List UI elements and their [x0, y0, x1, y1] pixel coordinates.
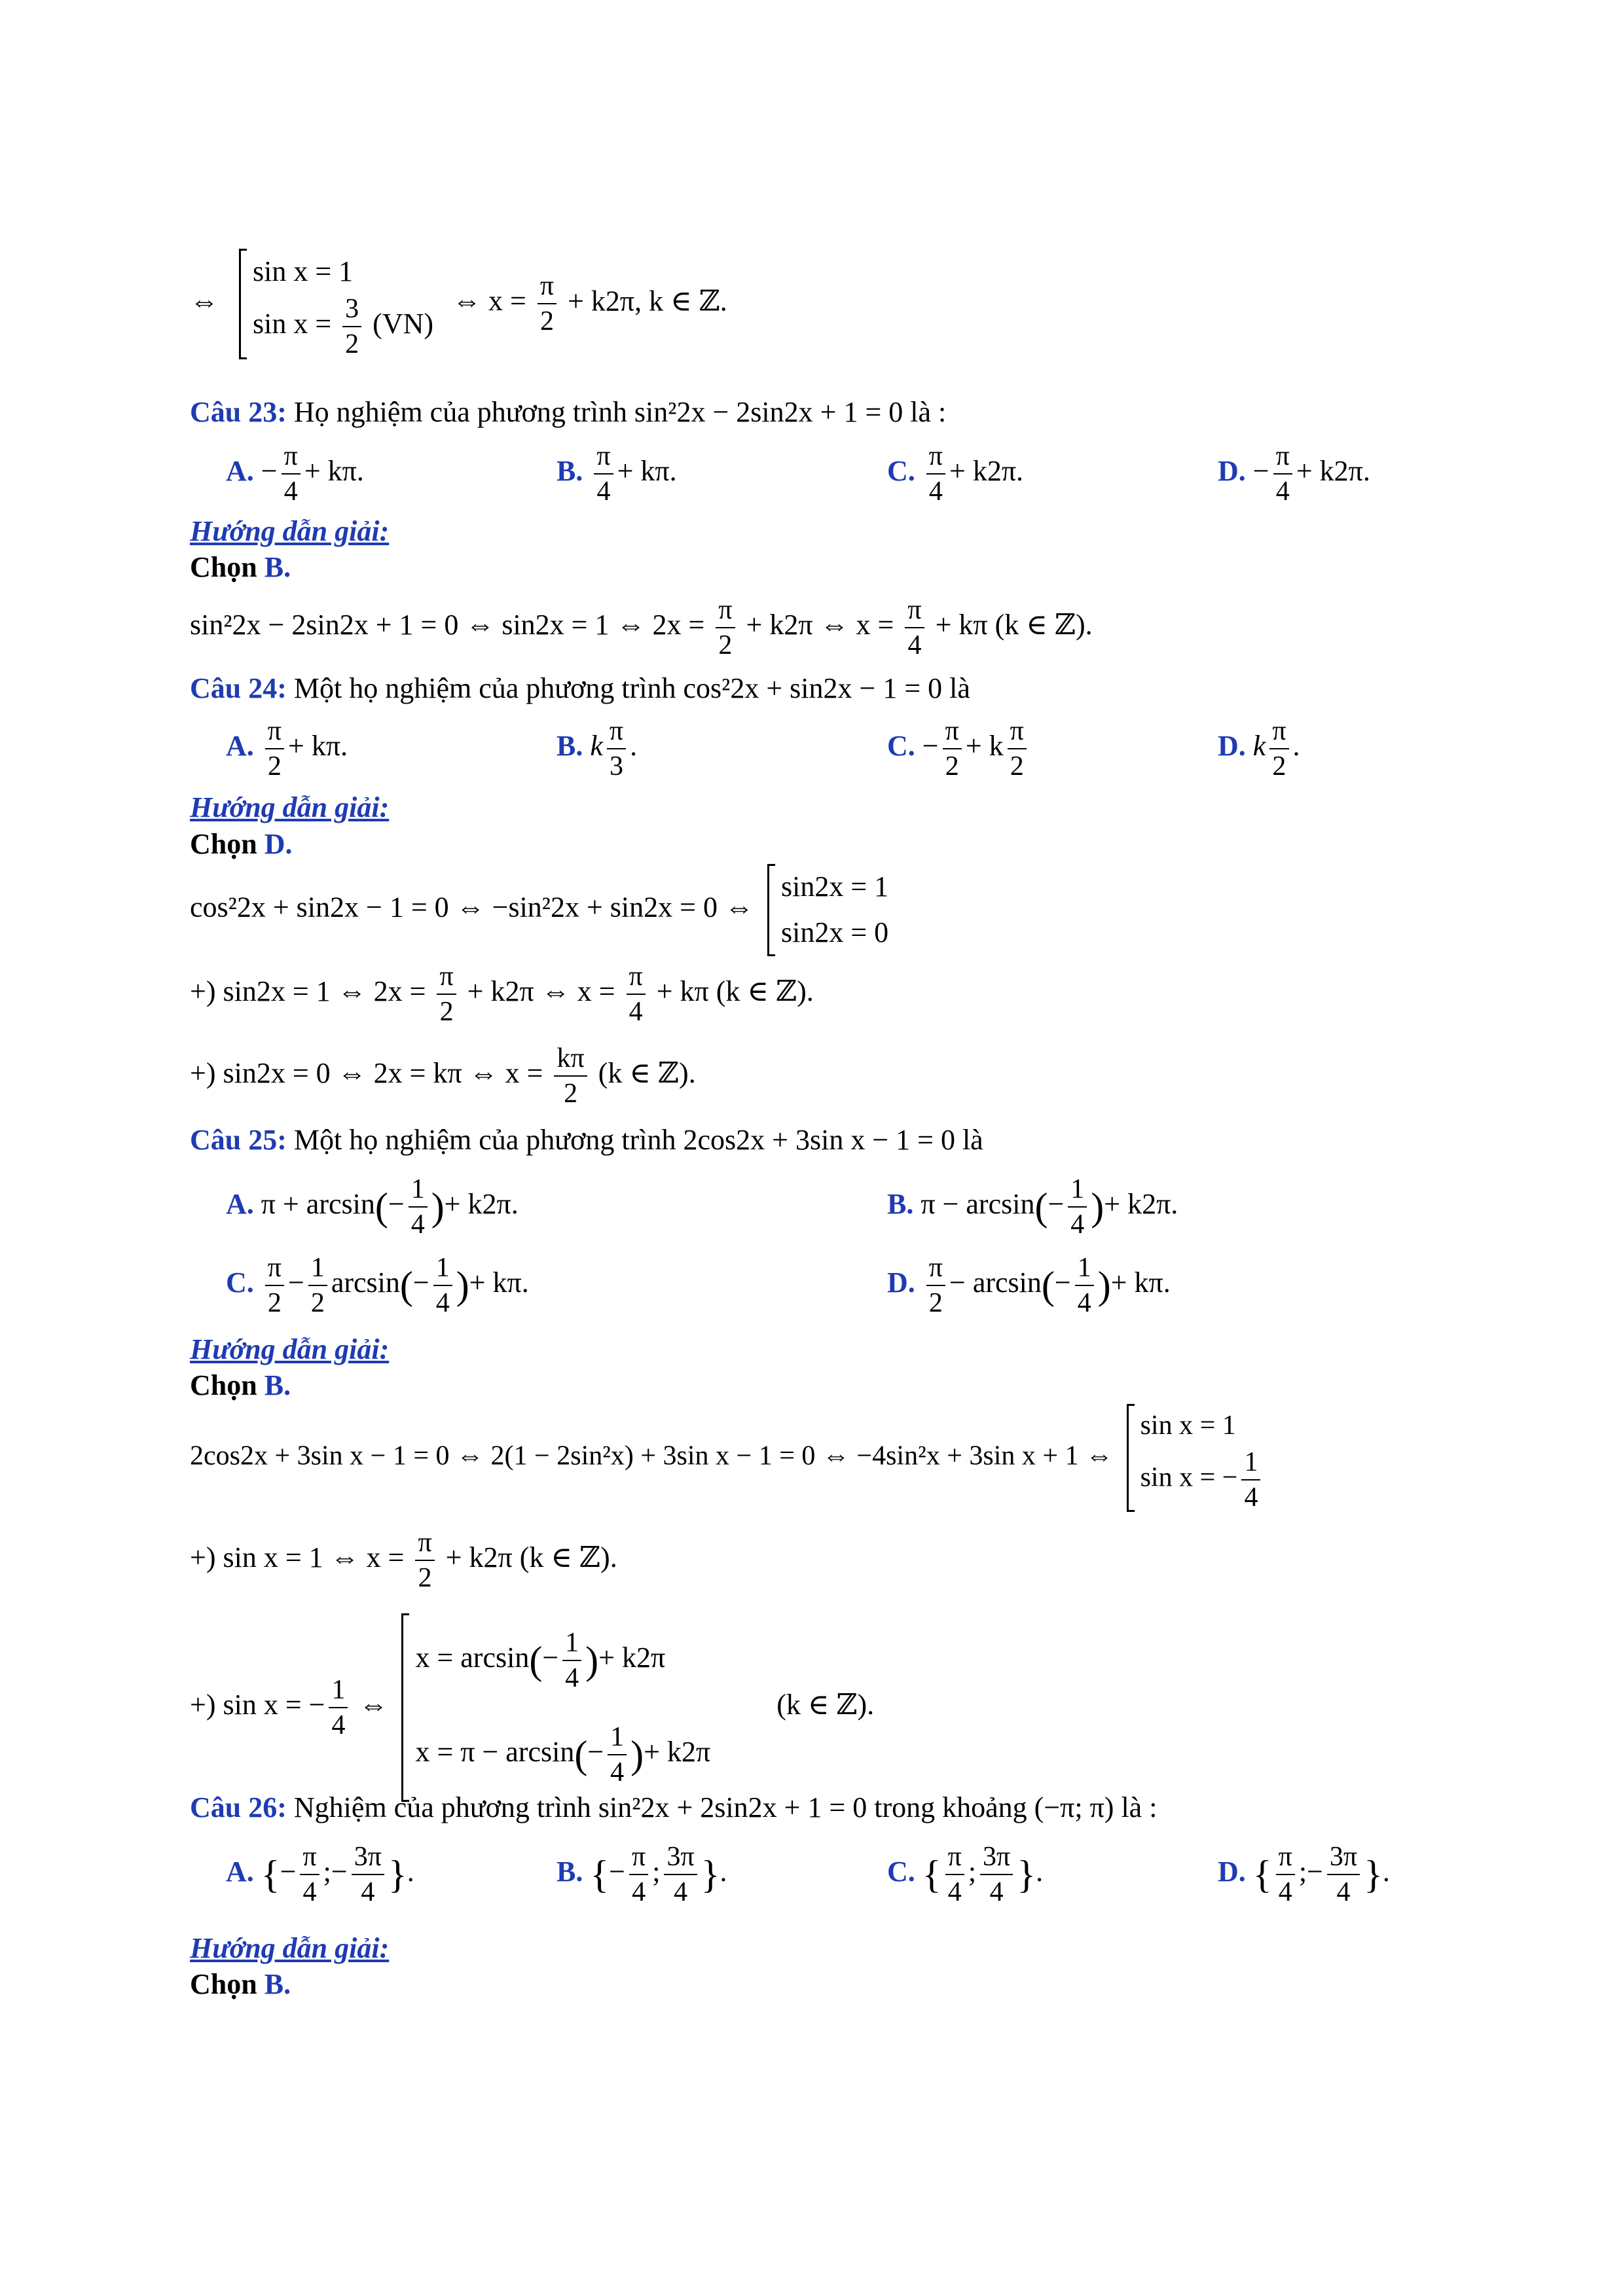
numerator: 1: [433, 1253, 452, 1286]
solution-line: [190, 596, 1093, 660]
answer-option-d[interactable]: [1218, 442, 1370, 506]
answer-option-d[interactable]: D. $\frac{\pi}{2}$ − arcsin(− $\frac{1}{4}$ )+ kπ.: [887, 1253, 1171, 1319]
guide-heading: [190, 1335, 389, 1364]
answer-option-a[interactable]: A. {− $\frac{\pi}{4}$ ;− $\frac{3\pi}{4}$ }.: [226, 1842, 414, 1908]
answer-option-b[interactable]: [556, 442, 677, 506]
fraction: [905, 596, 924, 660]
option-text: arcsin: [331, 1266, 400, 1299]
equation-text: + kπ (k ∈ ℤ).: [656, 975, 814, 1008]
fraction: [265, 1253, 284, 1318]
denominator: 2: [928, 1288, 943, 1319]
option-text: + kπ.: [304, 455, 364, 488]
system-row: sin2x = 1: [780, 870, 889, 903]
option-text: + k: [965, 730, 1004, 762]
numerator: π: [437, 962, 456, 995]
guide-text: Hướng dẫn giải:: [190, 515, 390, 547]
question-label: Câu 23:: [190, 396, 287, 428]
numerator: π: [943, 717, 962, 749]
option-text: + kπ.: [617, 455, 677, 488]
denominator: 2: [718, 630, 733, 661]
fraction: [282, 442, 301, 506]
option-letter: D.: [887, 1266, 915, 1299]
denominator: 4: [947, 1877, 962, 1908]
denominator: 4: [1336, 1877, 1351, 1908]
fraction: [1273, 442, 1292, 506]
denominator: 4: [1244, 1482, 1258, 1513]
numerator: π: [594, 442, 613, 475]
coefficient: k: [590, 730, 603, 762]
option-letter: C.: [887, 455, 915, 488]
fraction: [945, 1842, 964, 1907]
fraction: [926, 1253, 945, 1318]
numerator: 1: [409, 1175, 428, 1208]
paren: (: [529, 1639, 543, 1682]
brace: {: [1252, 1853, 1272, 1897]
denominator: 2: [1010, 751, 1024, 782]
equation-text: sin x =: [253, 308, 332, 340]
answer-value: B.: [264, 1968, 291, 2000]
denominator: 4: [565, 1663, 579, 1693]
option-letter: C.: [226, 1266, 254, 1299]
numerator: π: [905, 596, 924, 628]
option-letter: B.: [556, 455, 583, 488]
fraction: [1327, 1842, 1360, 1907]
denominator: 4: [361, 1877, 375, 1908]
fraction: [716, 596, 735, 660]
denominator: 4: [410, 1210, 425, 1240]
equation-text: + k2π: [644, 1736, 711, 1768]
numerator: π: [1276, 1842, 1295, 1875]
option-text: + k2π.: [949, 455, 1024, 488]
denominator: 2: [310, 1288, 325, 1319]
denominator: 4: [302, 1877, 317, 1908]
option-text: + k2π.: [444, 1188, 519, 1221]
numerator: 3π: [1327, 1842, 1360, 1875]
question-23: [190, 398, 946, 427]
numerator: 3π: [352, 1842, 384, 1875]
numerator: π: [538, 272, 556, 304]
option-letter: D.: [1218, 730, 1246, 762]
equation-text: x = arcsin: [415, 1641, 530, 1674]
numerator: π: [1273, 442, 1292, 475]
equation-text: ⇔ x =: [452, 285, 526, 317]
option-letter: B.: [556, 730, 583, 762]
question-label: Câu 26:: [190, 1791, 287, 1823]
brace: {: [261, 1853, 280, 1897]
brace: }: [701, 1853, 720, 1897]
answer-option-c[interactable]: C. $\frac{\pi}{2}$ − $\frac{1}{2}$ arcsin(− $\frac{1}{4}$ )+ kπ.: [226, 1253, 529, 1319]
fraction: [1241, 1448, 1260, 1512]
equation-text: (k ∈ ℤ).: [776, 1689, 875, 1721]
numerator: 1: [1068, 1175, 1087, 1208]
answer-value: B.: [264, 1369, 291, 1401]
option-text: + k2π.: [1296, 455, 1370, 488]
option-letter: A.: [226, 1856, 254, 1888]
denominator: 4: [610, 1757, 625, 1787]
option-letter: C.: [887, 730, 915, 762]
option-letter: B.: [556, 1856, 583, 1888]
numerator: π: [926, 1253, 945, 1286]
equation-text: + k2π: [598, 1641, 666, 1674]
sign: −: [280, 1856, 297, 1888]
question-text: Một họ nghiệm của phương trình 2cos2x + 3sin x − 1 = 0 là: [293, 1124, 983, 1156]
brace: {: [590, 1853, 610, 1897]
numerator: 1: [562, 1628, 581, 1661]
paren: (: [1041, 1264, 1055, 1308]
system-row: [1140, 1448, 1265, 1512]
answer-option-c[interactable]: [887, 717, 1030, 781]
denominator: 2: [539, 306, 554, 337]
equation-text: x = π − arcsin: [415, 1736, 575, 1768]
guide-text: Hướng dẫn giải:: [190, 1932, 390, 1964]
denominator: 4: [331, 1710, 346, 1740]
option-text: + k2π.: [1104, 1188, 1178, 1221]
option-text: π + arcsin: [261, 1188, 375, 1221]
option-letter: D.: [1218, 455, 1246, 488]
equation-system: [767, 864, 888, 956]
fraction: [342, 295, 361, 359]
question-26: [190, 1793, 1157, 1822]
guide-text: Hướng dẫn giải:: [190, 791, 390, 823]
guide-text: Hướng dẫn giải:: [190, 1333, 390, 1365]
fraction: [409, 1175, 428, 1239]
sign: −: [922, 730, 939, 762]
paren: ): [431, 1185, 445, 1229]
paren: (: [574, 1733, 588, 1776]
question-label: Câu 25:: [190, 1124, 287, 1156]
answer-value: D.: [264, 828, 293, 860]
choose-label: Chọn: [190, 828, 257, 860]
paren: ): [630, 1733, 644, 1776]
answer-option-b[interactable]: B. {− $\frac{\pi}{4}$ ; $\frac{3\pi}{4}$ }.: [556, 1842, 727, 1908]
top-solution-line: [190, 249, 727, 359]
option-text: + kπ.: [288, 730, 348, 762]
chosen-answer: [190, 830, 293, 859]
denominator: 2: [439, 997, 454, 1028]
equation-text: +) sin2x = 1 ⇔ 2x =: [190, 975, 426, 1008]
numerator: 1: [1241, 1448, 1260, 1480]
paren: (: [1034, 1185, 1048, 1229]
numerator: π: [282, 442, 301, 475]
fraction: [300, 1842, 319, 1907]
numerator: π: [265, 1253, 284, 1286]
answer-option-b[interactable]: [556, 717, 637, 781]
option-text: + kπ.: [469, 1266, 529, 1299]
question-25: [190, 1126, 983, 1155]
answer-option-d[interactable]: [1218, 717, 1300, 781]
fraction: [627, 962, 646, 1026]
fraction: [608, 1723, 627, 1787]
numerator: kπ: [554, 1044, 587, 1077]
answer-option-d[interactable]: D. { $\frac{\pi}{4}$ ;− $\frac{3\pi}{4}$ }.: [1218, 1842, 1390, 1908]
question-text: Nghiệm của phương trình sin²2x + 2sin2x + 1 = 0 trong khoảng (−π; π) là :: [293, 1791, 1158, 1823]
option-letter: C.: [887, 1856, 915, 1888]
brace: }: [388, 1853, 407, 1897]
denominator: 4: [435, 1288, 450, 1319]
denominator: 2: [345, 329, 359, 360]
solution-line: [190, 1044, 696, 1108]
denominator: 3: [610, 751, 623, 782]
numerator: 3π: [664, 1842, 697, 1875]
denominator: 4: [907, 630, 922, 661]
numerator: π: [415, 1528, 434, 1561]
answer-option-a[interactable]: A. π + arcsin(− $\frac{1}{4}$ )+ k2π.: [226, 1174, 519, 1240]
option-text: π − arcsin: [921, 1188, 1035, 1221]
iff-symbol: ⇔: [190, 285, 219, 317]
fraction: [1068, 1175, 1087, 1239]
denominator: 4: [1070, 1210, 1085, 1240]
option-letter: A.: [226, 455, 254, 488]
equation-text: + k2π (k ∈ ℤ).: [445, 1541, 617, 1574]
fraction: [329, 1676, 348, 1740]
fraction: [433, 1253, 452, 1318]
option-letter: A.: [226, 730, 254, 762]
denominator: 2: [1272, 751, 1286, 782]
solution-line: [190, 1528, 617, 1592]
fraction: [1075, 1253, 1094, 1318]
equation-text: + kπ (k ∈ ℤ).: [935, 609, 1093, 641]
brace: {: [922, 1853, 941, 1897]
numerator: 3π: [980, 1842, 1013, 1875]
denominator: 2: [267, 1288, 282, 1319]
question-text: Một họ nghiệm của phương trình cos²2x + sin2x − 1 = 0 là: [293, 672, 970, 704]
system-row: sin2x = 0: [780, 916, 889, 949]
fraction: [926, 442, 945, 506]
denominator: 4: [596, 476, 611, 507]
fraction: [943, 717, 962, 781]
fraction: [265, 717, 284, 781]
coefficient: k: [1252, 730, 1266, 762]
chosen-answer: [190, 1371, 291, 1400]
chosen-answer: [190, 1970, 291, 1999]
denominator: 4: [632, 1877, 646, 1908]
equation-text: sin²2x − 2sin2x + 1 = 0 ⇔ sin2x = 1 ⇔ 2x =: [190, 609, 705, 641]
numerator: 1: [608, 1723, 627, 1755]
numerator: π: [716, 596, 735, 628]
equation-text: + k2π ⇔ x =: [467, 975, 615, 1008]
fraction: [607, 717, 626, 781]
denominator: 4: [629, 997, 643, 1028]
paren: (: [399, 1264, 413, 1308]
denominator: 2: [267, 751, 282, 782]
sign: −: [261, 455, 278, 488]
fraction: [437, 962, 456, 1026]
choose-label: Chọn: [190, 1369, 257, 1401]
sign: −: [609, 1856, 625, 1888]
fraction: [664, 1842, 697, 1907]
denominator: 4: [674, 1877, 688, 1908]
equation-text: 2cos2x + 3sin x − 1 = 0 ⇔ 2(1 − 2sin²x) + 3sin x − 1 = 0 ⇔ −4sin²x + 3sin x + 1 ⇔: [190, 1441, 1114, 1471]
sign: −: [1252, 455, 1269, 488]
option-letter: D.: [1218, 1856, 1246, 1888]
solution-line: [190, 864, 888, 956]
sign: −: [331, 1856, 348, 1888]
fraction: [415, 1528, 434, 1592]
brace: }: [1364, 1853, 1383, 1897]
paren: ): [1097, 1264, 1111, 1308]
equation-text: sin x = −: [1140, 1462, 1238, 1493]
option-text: + kπ.: [1110, 1266, 1171, 1299]
numerator: π: [945, 1842, 964, 1875]
system-row: sin x = 1: [253, 255, 354, 287]
question-label: Câu 24:: [190, 672, 287, 704]
numerator: π: [607, 717, 626, 749]
fraction: [629, 1842, 648, 1907]
choose-label: Chọn: [190, 1968, 257, 2000]
numerator: π: [300, 1842, 319, 1875]
denominator: 4: [1278, 1877, 1292, 1908]
paren: ): [456, 1264, 469, 1308]
option-text: .: [630, 730, 638, 762]
answer-option-c[interactable]: [887, 442, 1023, 506]
sign: −: [1307, 1856, 1323, 1888]
denominator: 4: [928, 476, 943, 507]
fraction: [308, 1253, 327, 1318]
numerator: 3: [342, 295, 361, 327]
brace: }: [1017, 1853, 1036, 1897]
system-row: x = arcsin(− $\frac{1}{4}$ )+ k2π: [415, 1627, 666, 1693]
equation-text: +) sin x = 1 ⇔ x =: [190, 1541, 405, 1574]
equation-text: + k2π, k ∈ ℤ.: [568, 285, 727, 317]
fraction: [554, 1044, 587, 1108]
fraction: [980, 1842, 1013, 1907]
numerator: π: [627, 962, 646, 995]
denominator: 2: [564, 1079, 578, 1109]
numerator: π: [1269, 717, 1288, 749]
answer-option-a[interactable]: [226, 442, 364, 506]
system-row: [253, 295, 433, 359]
guide-heading: [190, 517, 389, 546]
system-row: x = π − arcsin(− $\frac{1}{4}$ )+ k2π: [415, 1721, 711, 1787]
option-text: − arcsin: [949, 1266, 1042, 1299]
fraction: [1269, 717, 1288, 781]
chosen-answer: [190, 553, 291, 582]
numerator: π: [926, 442, 945, 475]
equation-system: [1127, 1404, 1265, 1512]
iff-symbol: ⇔: [359, 1689, 388, 1721]
paren: ): [585, 1639, 599, 1682]
option-letter: B.: [887, 1188, 914, 1221]
denominator: 4: [1077, 1288, 1091, 1319]
question-text: Họ nghiệm của phương trình sin²2x − 2sin2x + 1 = 0 là :: [293, 396, 947, 428]
equation-system: [401, 1613, 710, 1802]
fraction: [538, 272, 556, 336]
equation-text: (k ∈ ℤ).: [598, 1057, 696, 1090]
numerator: 1: [329, 1676, 348, 1708]
question-24: [190, 674, 970, 703]
fraction: [594, 442, 613, 506]
numerator: 1: [1075, 1253, 1094, 1286]
answer-value: B.: [264, 551, 291, 583]
answer-option-b[interactable]: B. π − arcsin(− $\frac{1}{4}$ )+ k2π.: [887, 1174, 1178, 1240]
guide-heading: [190, 1934, 389, 1963]
solution-line: [190, 962, 814, 1026]
denominator: 4: [989, 1877, 1004, 1908]
fraction: [562, 1628, 581, 1693]
no-solution-tag: (VN): [373, 308, 434, 340]
equation-text: + k2π ⇔ x =: [746, 609, 894, 641]
answer-option-c[interactable]: C. { $\frac{\pi}{4}$ ; $\frac{3\pi}{4}$ }.: [887, 1842, 1044, 1908]
denominator: 2: [945, 751, 959, 782]
fraction: [1008, 717, 1027, 781]
fraction: [352, 1842, 384, 1907]
numerator: π: [629, 1842, 648, 1875]
answer-option-a[interactable]: [226, 717, 348, 781]
numerator: π: [1008, 717, 1027, 749]
equation-text: +) sin2x = 0 ⇔ 2x = kπ ⇔ x =: [190, 1057, 543, 1090]
solution-line: [190, 1613, 874, 1802]
guide-heading: [190, 793, 389, 822]
numerator: π: [265, 717, 284, 749]
equation-system: [239, 249, 433, 359]
choose-label: Chọn: [190, 551, 257, 583]
equation-text: +) sin x = −: [190, 1689, 325, 1721]
paren: (: [374, 1185, 388, 1229]
option-letter: A.: [226, 1188, 254, 1221]
denominator: 4: [1275, 476, 1290, 507]
fraction: [1276, 1842, 1295, 1907]
denominator: 4: [283, 476, 298, 507]
equation-text: cos²2x + sin2x − 1 = 0 ⇔ −sin²2x + sin2x = 0 ⇔: [190, 891, 754, 924]
numerator: 1: [308, 1253, 327, 1286]
denominator: 2: [418, 1563, 432, 1594]
solution-line: [190, 1404, 1264, 1512]
system-row: sin x = 1: [1140, 1410, 1236, 1441]
option-text: .: [1292, 730, 1300, 762]
paren: ): [1091, 1185, 1104, 1229]
